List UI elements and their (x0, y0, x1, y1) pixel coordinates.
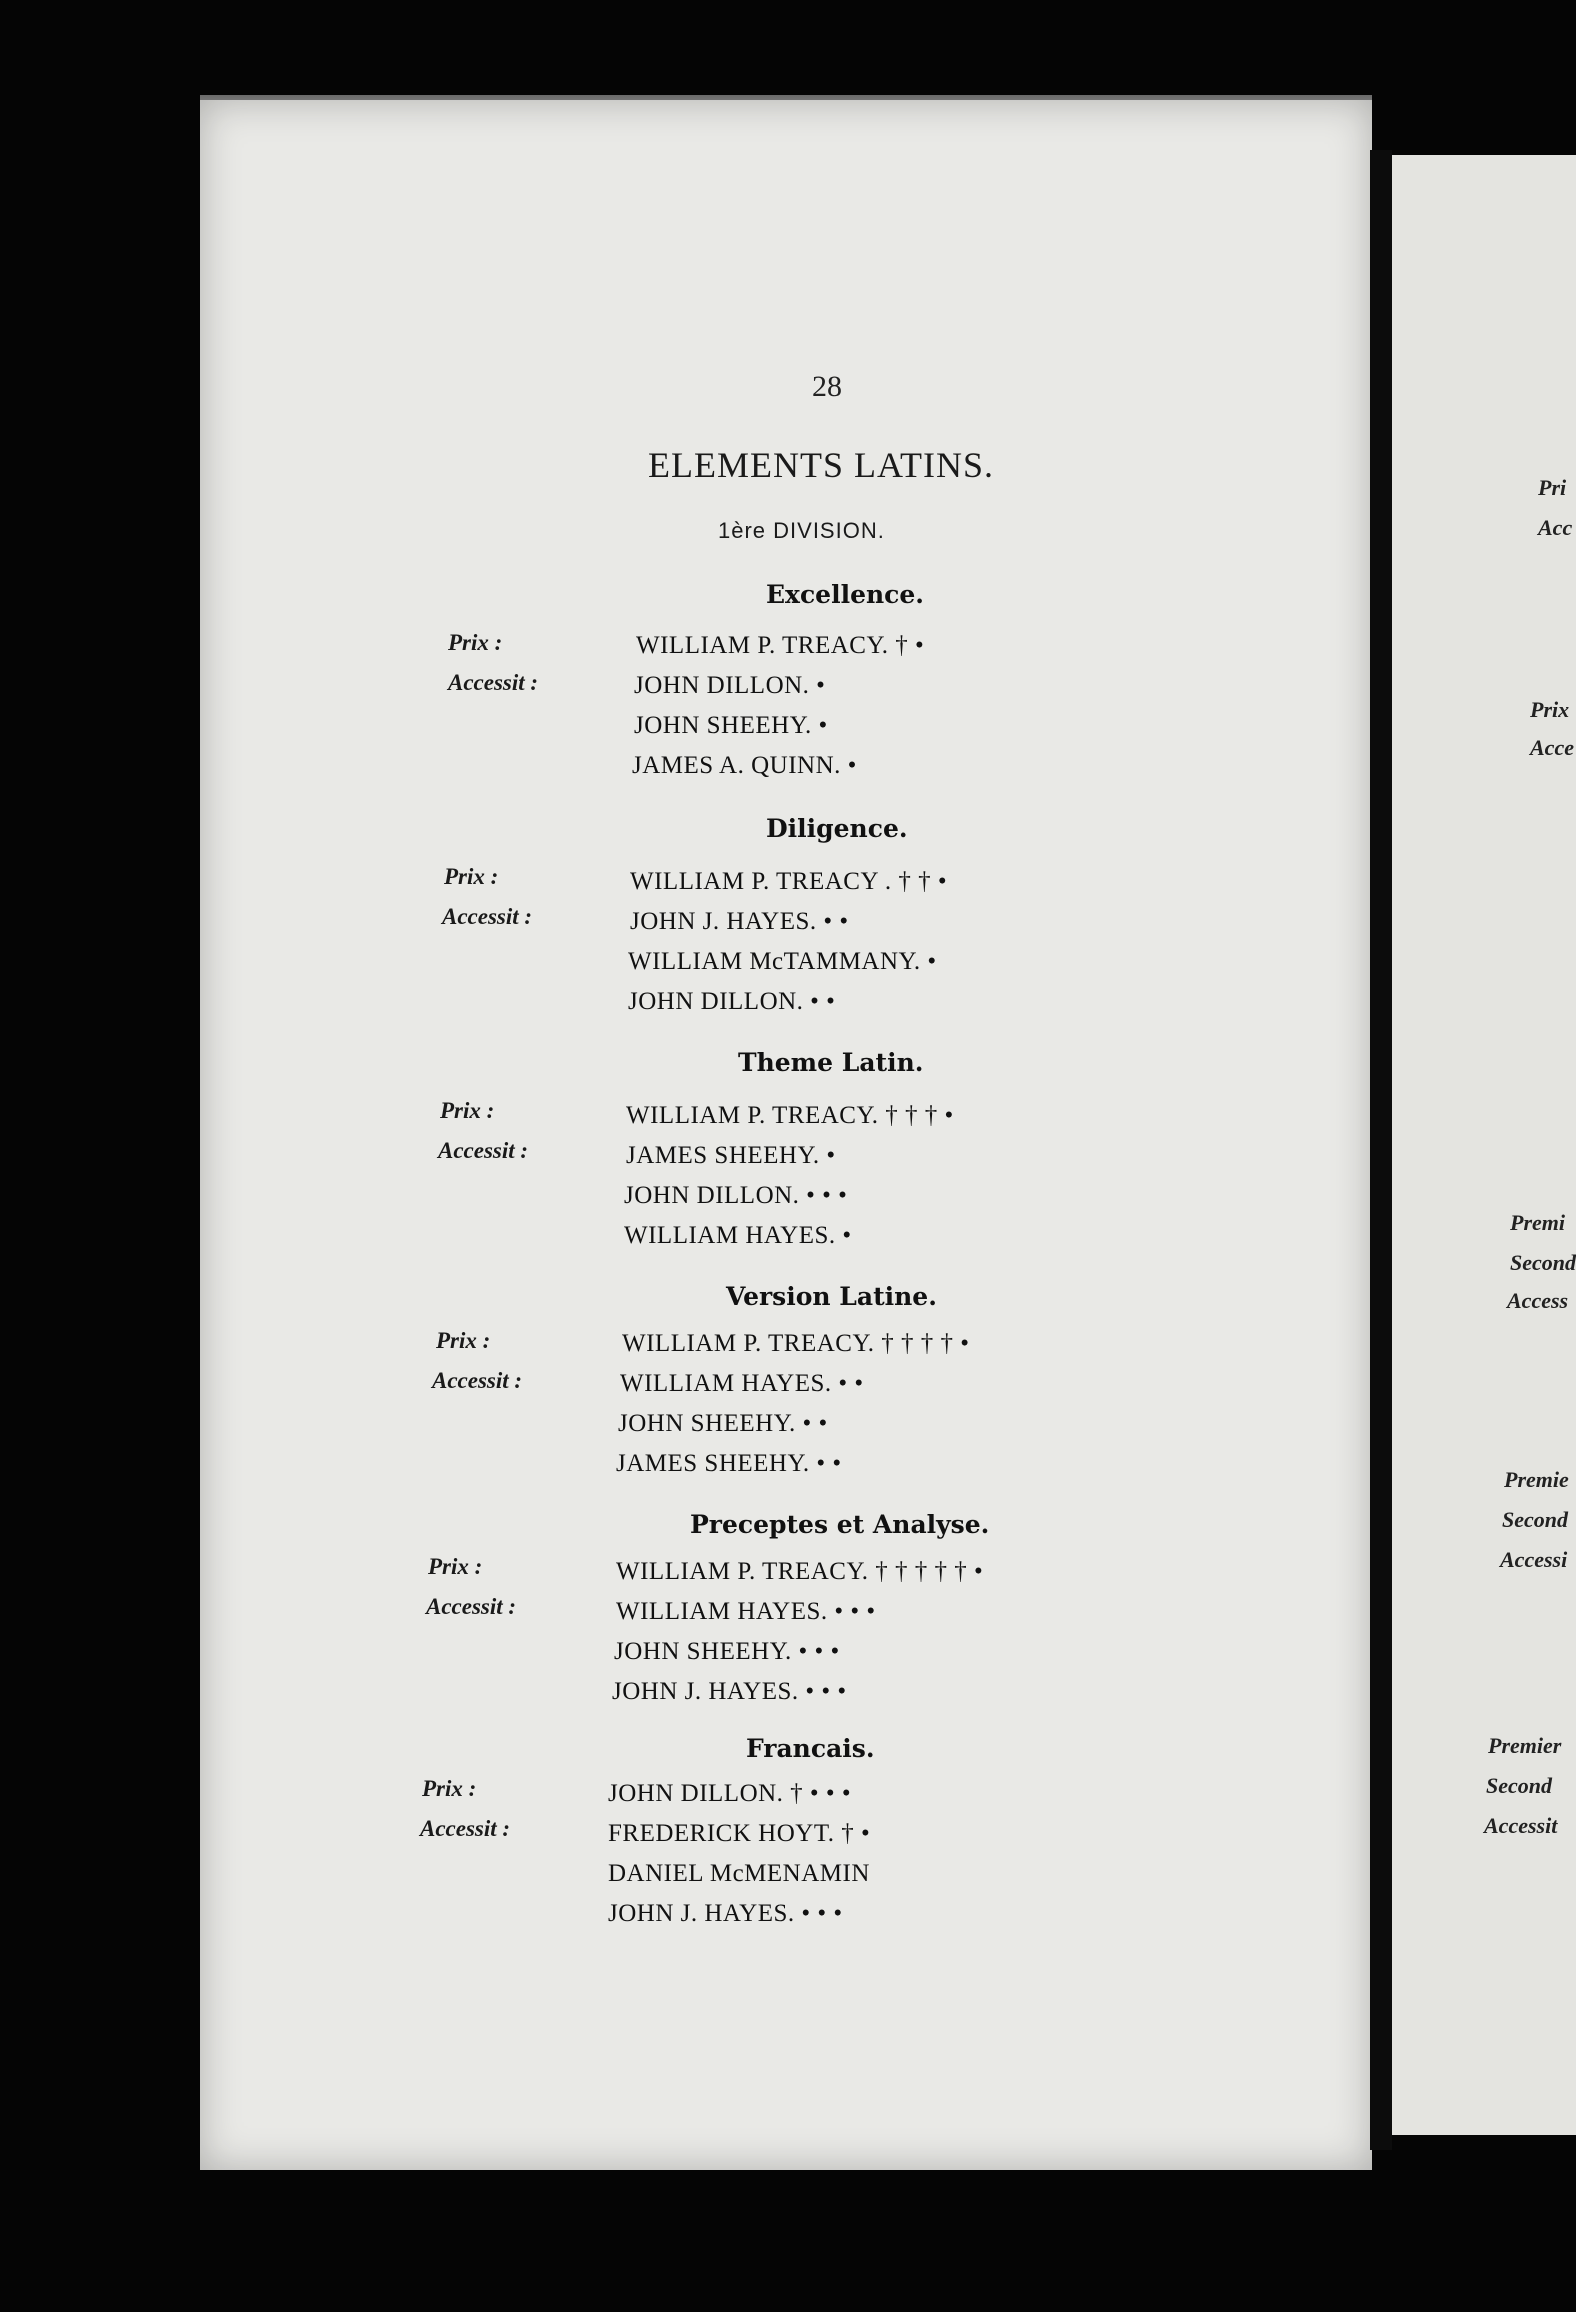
right-fragment-text: Acc (1538, 515, 1573, 540)
prix-label: Prix : (440, 1098, 495, 1123)
award-entry: WILLIAM P. TREACY. † † † † † • (616, 1558, 984, 1585)
accessit-label: Accessit : (432, 1368, 523, 1393)
right-fragment-text: Access (1507, 1288, 1569, 1313)
right-fragment-text: Second (1502, 1507, 1568, 1532)
award-entry: WILLIAM HAYES. • (624, 1222, 852, 1249)
section-heading: Francais. (746, 1734, 875, 1763)
award-entry: WILLIAM P. TREACY. † † † • (626, 1102, 954, 1129)
section-heading: Excellence. (766, 580, 924, 609)
award-entry: JOHN J. HAYES. • • • (608, 1900, 843, 1927)
section-heading: Theme Latin. (738, 1048, 924, 1077)
award-entry: JOHN DILLON. • (634, 672, 826, 699)
award-entry: JOHN DILLON. † • • • (608, 1780, 852, 1807)
accessit-label: Accessit : (426, 1594, 517, 1619)
section-heading: Preceptes et Analyse. (690, 1510, 990, 1539)
award-entry: JOHN SHEEHY. • • • (614, 1638, 840, 1665)
right-fragment-text: Second (1510, 1250, 1576, 1275)
accessit-label: Accessit : (448, 670, 539, 695)
right-fragment-text: Acce (1530, 735, 1574, 760)
award-entry: WILLIAM P. TREACY . † † • (630, 868, 948, 895)
prix-label: Prix : (422, 1776, 477, 1801)
prix-label: Prix : (436, 1328, 491, 1353)
prix-label: Prix : (428, 1554, 483, 1579)
section-heading: Diligence. (766, 814, 908, 843)
award-entry: JOHN DILLON. • • • (624, 1182, 848, 1209)
accessit-label: Accessit : (420, 1816, 511, 1841)
right-fragment-text: Accessi (1500, 1547, 1568, 1572)
award-entry: FREDERICK HOYT. † • (608, 1820, 871, 1847)
page-number: 28 (812, 370, 842, 403)
award-entry: JOHN SHEEHY. • (634, 712, 828, 739)
right-fragment-text: Prix (1530, 697, 1570, 722)
division-heading: 1ère DIVISION. (718, 518, 885, 543)
award-entry: JOHN SHEEHY. • • (618, 1410, 828, 1437)
award-entry: JAMES SHEEHY. • • (616, 1450, 842, 1477)
prix-label: Prix : (444, 864, 499, 889)
accessit-label: Accessit : (442, 904, 533, 929)
award-entry: JAMES A. QUINN. • (632, 752, 857, 779)
award-entry: WILLIAM HAYES. • • (620, 1370, 864, 1397)
award-entry: JOHN J. HAYES. • • (630, 908, 849, 935)
award-entry: WILLIAM P. TREACY. † † † † • (622, 1330, 970, 1357)
right-fragment-text: Premi (1510, 1210, 1565, 1235)
award-entry: WILLIAM McTAMMANY. • (628, 948, 937, 975)
award-entry: JOHN J. HAYES. • • • (612, 1678, 847, 1705)
right-fragment-text: Pri (1538, 475, 1567, 500)
right-fragment-text: Second (1486, 1773, 1552, 1798)
page-title: ELEMENTS LATINS. (648, 445, 994, 485)
right-fragment-text: Premier (1488, 1733, 1562, 1758)
award-entry: JOHN DILLON. • • (628, 988, 836, 1015)
section-heading: Version Latine. (726, 1282, 937, 1311)
right-fragment-text: Accessit (1484, 1813, 1558, 1838)
prix-label: Prix : (448, 630, 503, 655)
award-entry: WILLIAM HAYES. • • • (616, 1598, 876, 1625)
right-fragment-text: Premie (1504, 1467, 1569, 1492)
award-entry: JAMES SHEEHY. • (626, 1142, 836, 1169)
award-entry: DANIEL McMENAMIN (608, 1860, 870, 1887)
award-entry: WILLIAM P. TREACY. † • (636, 632, 925, 659)
accessit-label: Accessit : (438, 1138, 529, 1163)
